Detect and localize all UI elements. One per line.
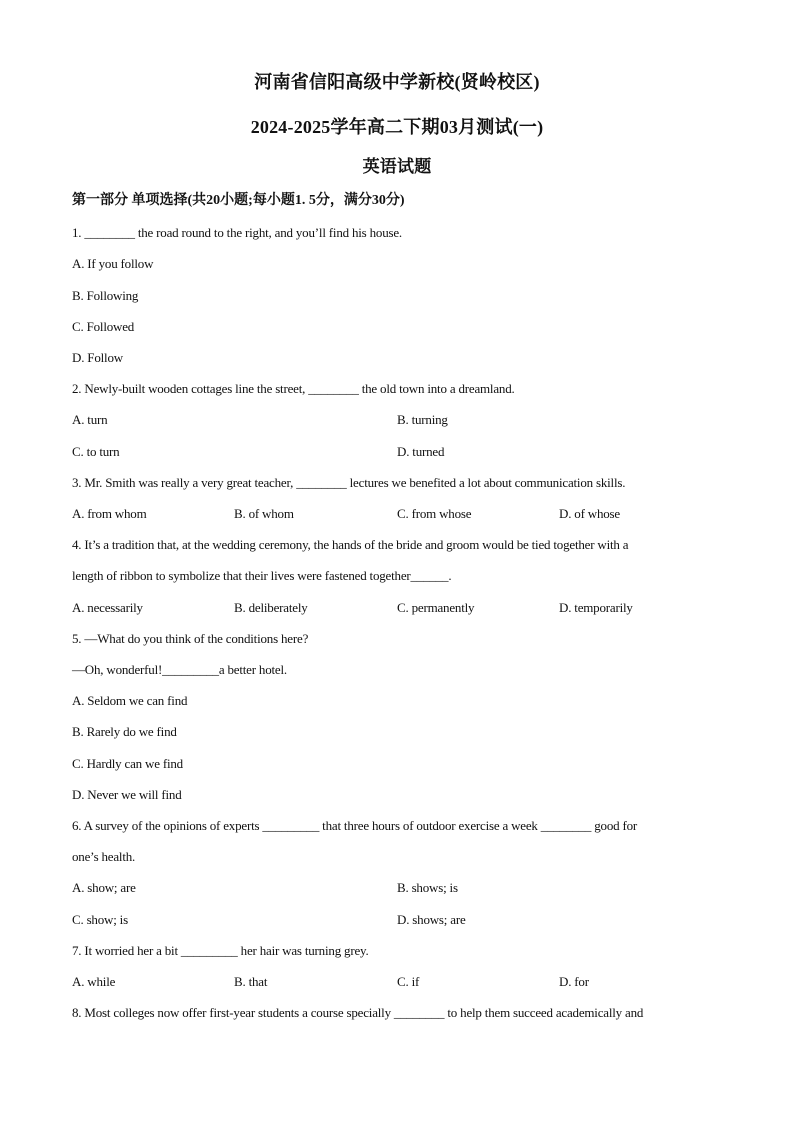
question-5-option-d: D. Never we will find	[72, 787, 182, 802]
question-5-stem-line-1: 5. —What do you think of the conditions here?	[72, 631, 309, 646]
question-2-option-c: C. to turn	[72, 444, 120, 459]
question-2-option-b: B. turning	[397, 412, 448, 427]
question-1-option-c: C. Followed	[72, 319, 135, 334]
question-6-option-d: D. shows; are	[397, 912, 466, 927]
question-1-stem: 1. ________ the road round to the right, and you’ll find his house.	[72, 225, 402, 240]
question-6-stem-line-1: 6. A survey of the opinions of experts _________ that three hours of outdoor exercise a week ________ good for	[72, 818, 638, 833]
question-3-option-b: B. of whom	[234, 506, 294, 521]
question-7-option-b: B. that	[234, 974, 268, 989]
question-4-option-d: D. temporarily	[559, 600, 633, 615]
section-title: 第一部分 单项选择(共20小题;每小题1. 5分，满分30分)	[72, 193, 405, 208]
question-6-stem-line-2: one’s health.	[72, 849, 136, 864]
question-5-stem-line-2: —Oh, wonderful!_________a better hotel.	[72, 662, 287, 677]
question-2-option-d: D. turned	[397, 444, 445, 459]
question-8-stem: 8. Most colleges now offer first-year students a course specially ________ to help them succeed academically and	[72, 1005, 644, 1020]
question-6-option-a: A. show; are	[72, 880, 136, 895]
question-1-option-d: D. Follow	[72, 350, 123, 365]
question-1-option-b: B. Following	[72, 288, 139, 303]
question-4-option-a: A. necessarily	[72, 600, 143, 615]
question-4-option-b: B. deliberately	[234, 600, 308, 615]
question-3-option-a: A. from whom	[72, 506, 147, 521]
question-6-option-b: B. shows; is	[397, 880, 458, 895]
question-1-option-a: A. If you follow	[72, 256, 154, 271]
question-3-stem: 3. Mr. Smith was really a very great teacher, ________ lectures we benefited a lot about communication skills.	[72, 475, 626, 490]
question-5-option-a: A. Seldom we can find	[72, 693, 188, 708]
question-3-option-c: C. from whose	[397, 506, 472, 521]
question-2-option-a: A. turn	[72, 412, 108, 427]
question-5-option-c: C. Hardly can we find	[72, 756, 183, 771]
subject-title: 英语试题	[362, 157, 432, 176]
question-4-stem-line-2: length of ribbon to symbolize that their lives were fastened together______.	[72, 568, 452, 583]
question-7-option-d: D. for	[559, 974, 589, 989]
question-7-option-c: C. if	[397, 974, 420, 989]
school-title: 河南省信阳高级中学新校(贤岭校区)	[254, 72, 540, 92]
question-4-option-c: C. permanently	[397, 600, 475, 615]
question-7-stem: 7. It worried her a bit _________ her hair was turning grey.	[72, 943, 369, 958]
question-4-stem-line-1: 4. It’s a tradition that, at the wedding ceremony, the hands of the bride and groom would be tied together with a	[72, 537, 629, 552]
question-6-option-c: C. show; is	[72, 912, 128, 927]
question-5-option-b: B. Rarely do we find	[72, 724, 177, 739]
question-2-stem: 2. Newly-built wooden cottages line the street, ________ the old town into a dreamland.	[72, 381, 515, 396]
question-7-option-a: A. while	[72, 974, 116, 989]
exam-title: 2024-2025学年高二下期03月测试(一)	[250, 117, 544, 137]
question-3-option-d: D. of whose	[559, 506, 620, 521]
